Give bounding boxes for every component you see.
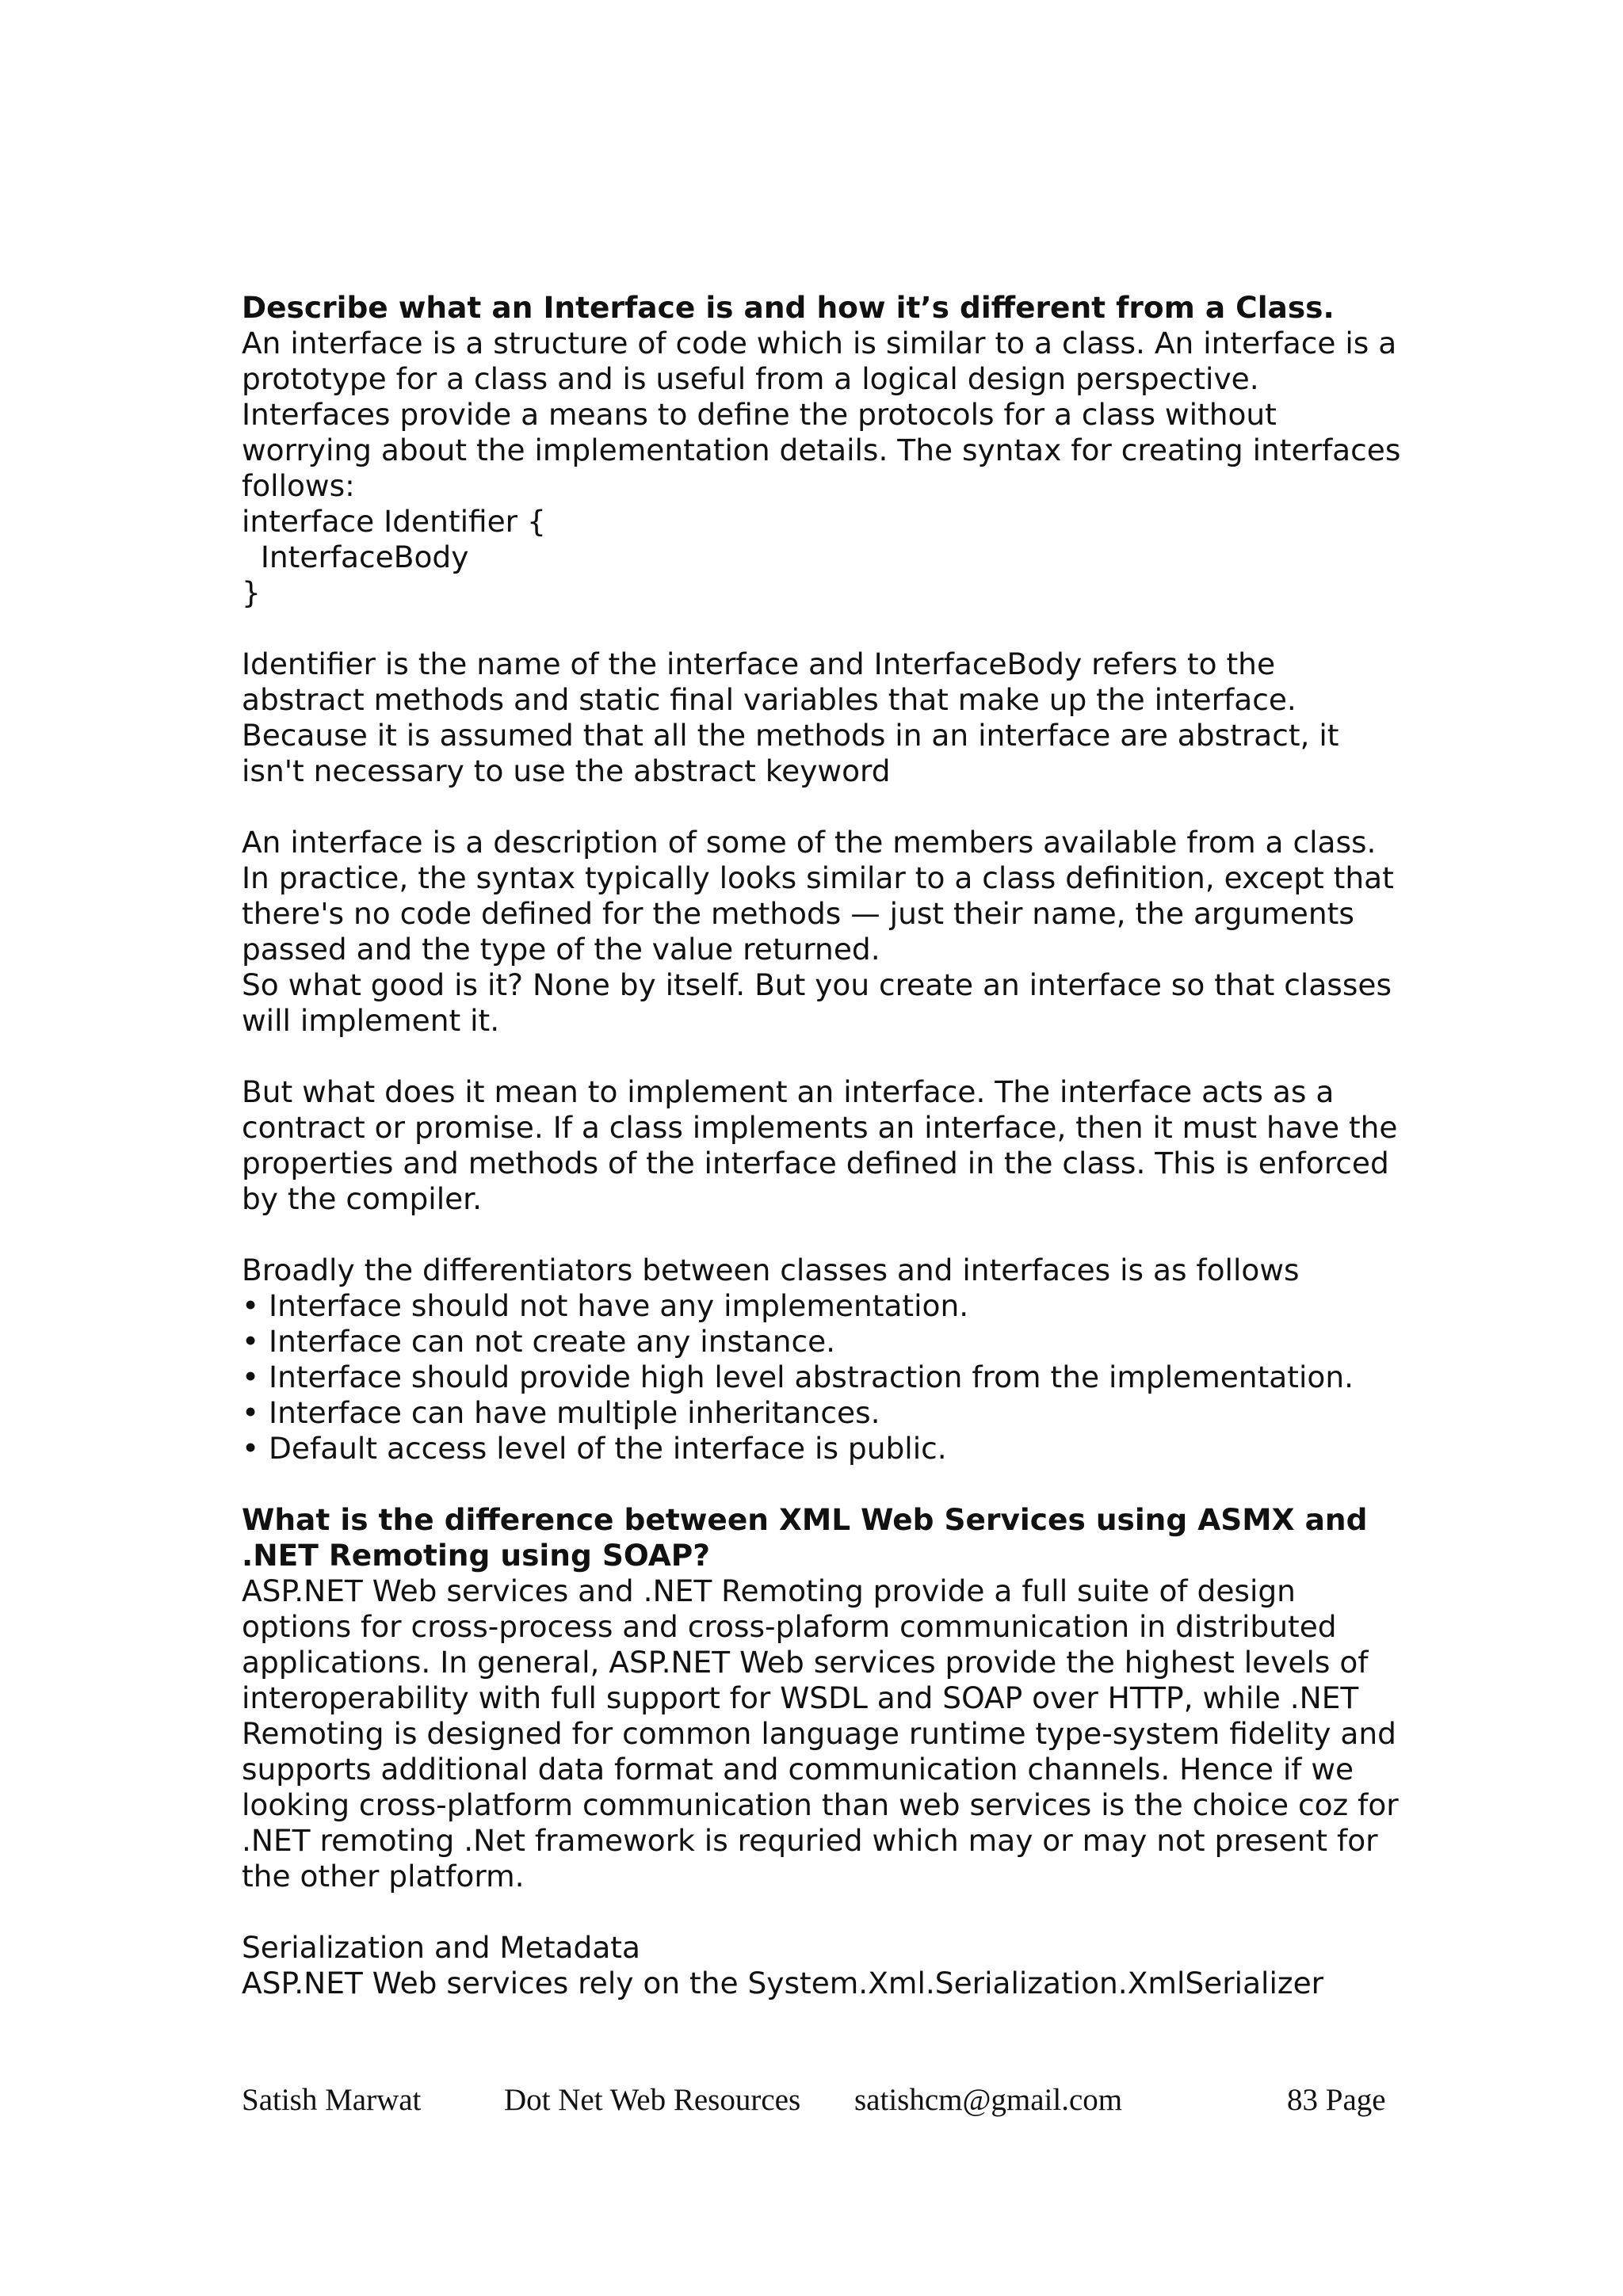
body-line: follows: <box>242 468 355 503</box>
footer-site-name: Dot Net Web Resources <box>504 2083 801 2117</box>
body-line: looking cross-platform communication than web services is the choice coz for <box>242 1787 1399 1822</box>
paragraph-gap <box>242 1894 1407 1930</box>
paragraph-gap <box>242 1466 1407 1502</box>
body-line: In practice, the syntax typically looks similar to a class definition, except that <box>242 860 1394 895</box>
body-line: there's no code defined for the methods — just their name, the arguments <box>242 896 1354 931</box>
code-line: InterfaceBody <box>242 540 469 574</box>
body-line: isn't necessary to use the abstract keyword <box>242 753 891 788</box>
paragraph-gap <box>242 611 1407 646</box>
body-line: interoperability with full support for WSDL and SOAP over HTTP, while .NET <box>242 1680 1359 1715</box>
paragraph-gap <box>242 789 1407 825</box>
body-line: Remoting is designed for common language runtime type-system fidelity and <box>242 1716 1396 1751</box>
body-line: passed and the type of the value returned. <box>242 932 880 967</box>
code-line: } <box>242 575 261 610</box>
body-line: Because it is assumed that all the methods in an interface are abstract, it <box>242 718 1339 753</box>
footer-email: satishcm@gmail.com <box>854 2083 1123 2117</box>
page-footer <box>0 2081 1623 2128</box>
body-line: But what does it mean to implement an interface. The interface acts as a <box>242 1074 1335 1109</box>
footer-author: Satish Marwat <box>242 2083 422 2117</box>
body-line: worrying about the implementation details. The syntax for creating interfaces <box>242 433 1401 467</box>
body-line: the other platform. <box>242 1859 525 1894</box>
page-body <box>242 290 1407 2001</box>
interface-question-heading: Describe what an Interface is and how it’s different from a Class. <box>242 290 1335 325</box>
body-line: So what good is it? None by itself. But you create an interface so that classes <box>242 967 1392 1002</box>
webservices-question-heading: .NET Remoting using SOAP? <box>242 1538 711 1573</box>
footer-page-number: 83 Page <box>1287 2083 1386 2117</box>
body-line: Identifier is the name of the interface and InterfaceBody refers to the <box>242 646 1276 681</box>
body-line: abstract methods and static final variables that make up the interface. <box>242 682 1296 717</box>
paragraph-gap <box>242 1217 1407 1253</box>
bullet-item: • Default access level of the interface is public. <box>242 1431 947 1466</box>
body-line: An interface is a structure of code which is similar to a class. An interface is a <box>242 326 1397 360</box>
paragraph-gap <box>242 1039 1407 1074</box>
code-line: interface Identifier { <box>242 504 546 539</box>
body-line: ASP.NET Web services and .NET Remoting provide a full suite of design <box>242 1573 1296 1608</box>
bullet-item: • Interface should provide high level abstraction from the implementation. <box>242 1360 1354 1394</box>
body-line: properties and methods of the interface defined in the class. This is enforced <box>242 1146 1389 1180</box>
subheading: Serialization and Metadata <box>242 1930 640 1965</box>
body-line: ASP.NET Web services rely on the System.Xml.Serialization.XmlSerializer <box>242 1966 1324 2000</box>
body-line: .NET remoting .Net framework is requried which may or may not present for <box>242 1823 1378 1858</box>
body-line: applications. In general, ASP.NET Web services provide the highest levels of <box>242 1645 1369 1680</box>
bullet-item: • Interface can have multiple inheritances. <box>242 1395 880 1430</box>
body-line: options for cross-process and cross-plaform communication in distributed <box>242 1609 1337 1644</box>
webservices-question-heading: What is the difference between XML Web Services using ASMX and <box>242 1502 1368 1537</box>
body-line: prototype for a class and is useful from a logical design perspective. <box>242 361 1259 396</box>
body-line: Interfaces provide a means to define the protocols for a class without <box>242 397 1277 432</box>
body-line: contract or promise. If a class implements an interface, then it must have the <box>242 1110 1398 1145</box>
body-line: An interface is a description of some of the members available from a class. <box>242 825 1377 860</box>
list-intro: Broadly the differentiators between classes and interfaces is as follows <box>242 1253 1300 1287</box>
bullet-item: • Interface can not create any instance. <box>242 1324 836 1359</box>
bullet-item: • Interface should not have any implementation. <box>242 1288 969 1323</box>
body-line: supports additional data format and communication channels. Hence if we <box>242 1752 1354 1787</box>
body-line: will implement it. <box>242 1003 500 1038</box>
body-line: by the compiler. <box>242 1181 483 1216</box>
